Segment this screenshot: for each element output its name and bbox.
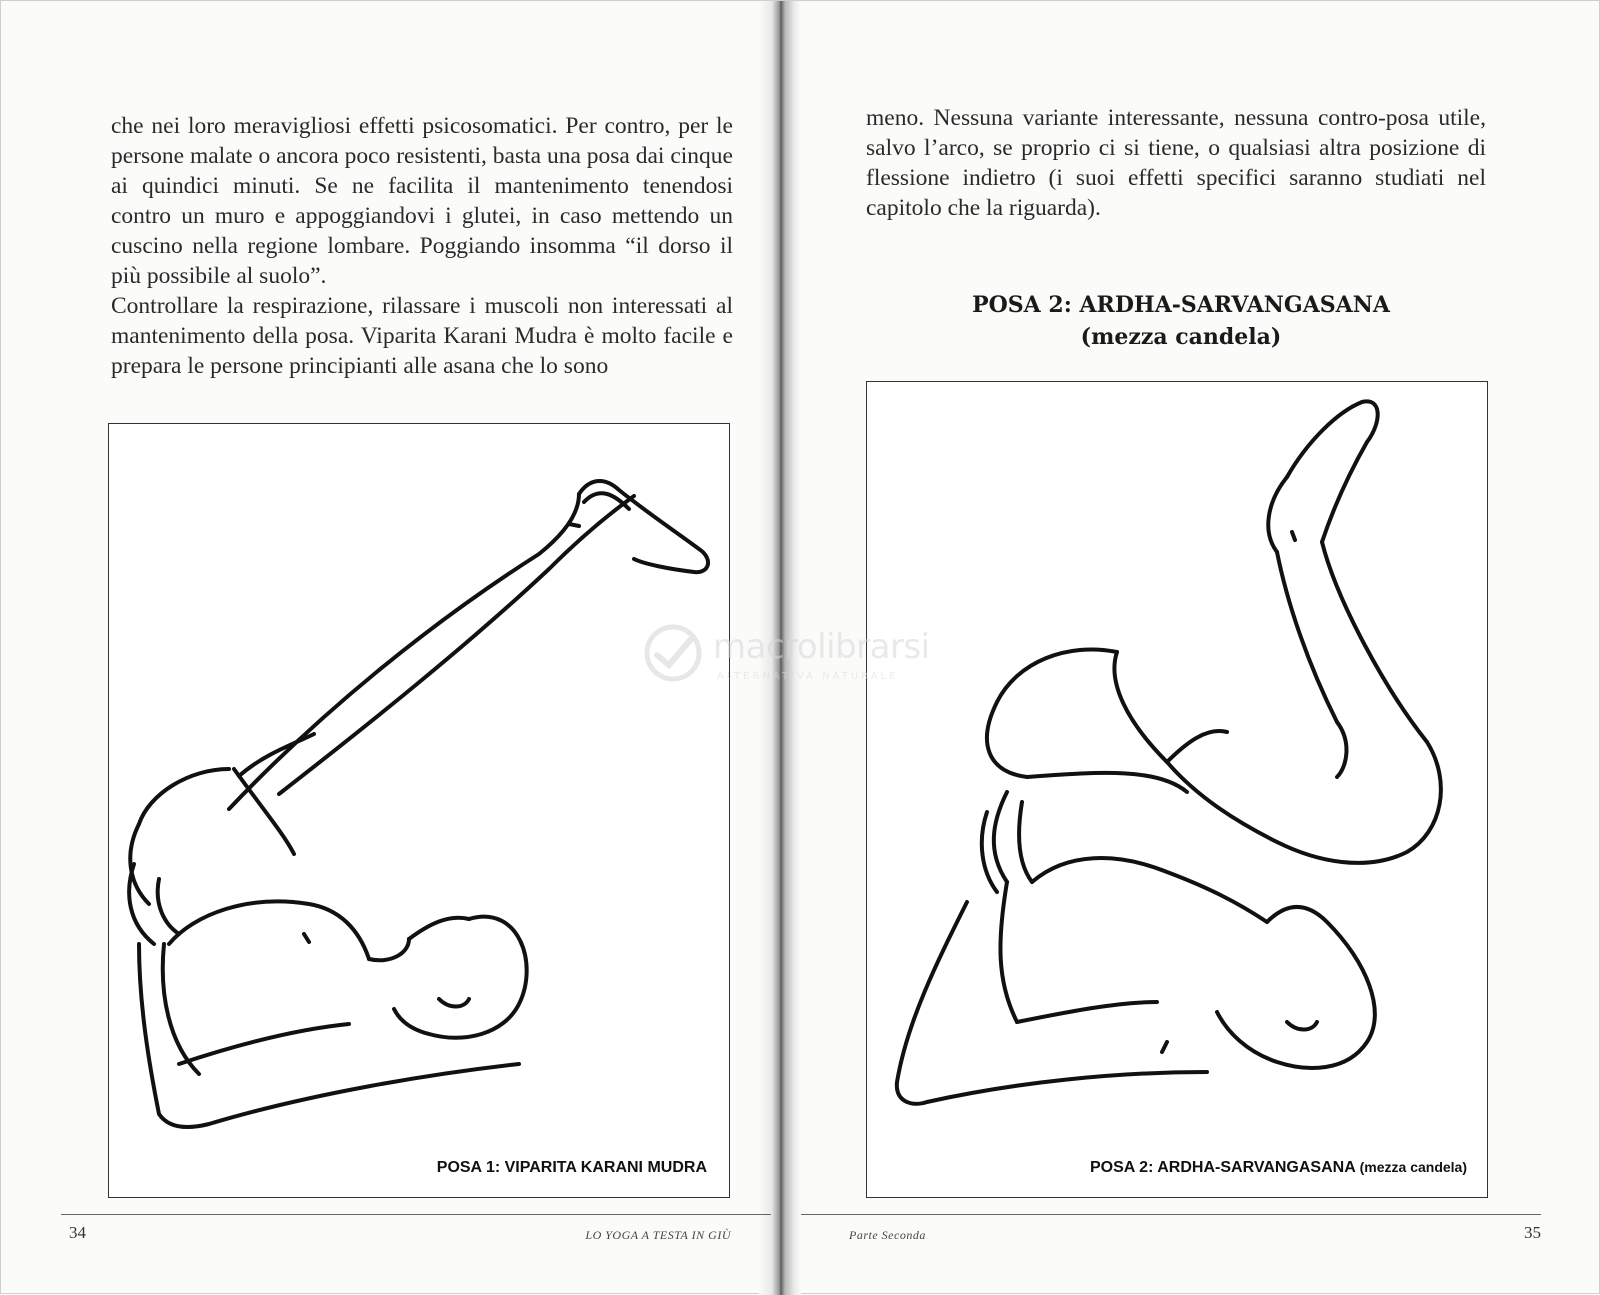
right-running-header: Parte Seconda <box>849 1228 926 1242</box>
right-paragraph-1: meno. Nessuna variante interessante, nessuna contro-posa utile, salvo l’arco, se proprio ci si tiene, o qualsiasi altra posizione di flessione indietro (i suoi effetti specifici saranno studiati nel capitolo che la riguarda). <box>866 105 1486 221</box>
pose-1-caption: POSA 1: VIPARITA KARANI MUDRA <box>436 1159 707 1176</box>
watermark-logo-icon <box>641 621 705 685</box>
pose-2-caption <box>1090 1159 1467 1177</box>
pose-1-figure <box>108 423 730 1198</box>
right-page-number: 35 <box>1524 1223 1541 1242</box>
left-paragraph-1: che nei loro meravigliosi effetti psicosomatici. Per contro, per le persone malate o ancora poco resistenti, basta una posa dai cinque ai quindici minuti. Se ne facilita il mantenimento tenendosi contro un muro e appoggiandovi i glutei, in caso mettendo un cuscino nella regione lombare. Poggiando insomma “il dorso il più possibile al suolo”. <box>111 113 733 289</box>
left-running-header: LO YOGA A TESTA IN GIÙ <box>585 1228 731 1242</box>
pose-2-caption-sub: (mezza candela) <box>1359 1159 1467 1175</box>
pose-2-figure <box>866 381 1488 1198</box>
pose-1-illustration <box>109 424 729 1197</box>
watermark <box>641 621 971 691</box>
right-body-text <box>866 103 1486 223</box>
pose-2-illustration <box>867 382 1487 1197</box>
pose-2-caption-main: POSA 2: ARDHA-SARVANGASANA <box>1089 1159 1356 1176</box>
pose-2-heading-subtitle: (mezza candela) <box>1080 324 1282 350</box>
pose-2-heading <box>931 289 1431 353</box>
watermark-brand: macrolibrarsi <box>713 627 930 667</box>
left-paragraph-2: Controllare la respirazione, rilassare i muscoli non interessati al mantenimento della posa. Viparita Karani Mudra è molto facile e prepara le persone principianti alle asana che lo sono <box>111 293 733 379</box>
pose-2-heading-title: POSA 2: ARDHA-SARVANGASANA <box>972 292 1390 318</box>
right-footer-rule <box>801 1214 1541 1215</box>
watermark-tagline: ALTERNATIVA NATURALE <box>717 671 899 682</box>
left-footer-rule <box>61 1214 771 1215</box>
left-body-text <box>111 111 733 381</box>
left-page-number: 34 <box>69 1223 86 1242</box>
